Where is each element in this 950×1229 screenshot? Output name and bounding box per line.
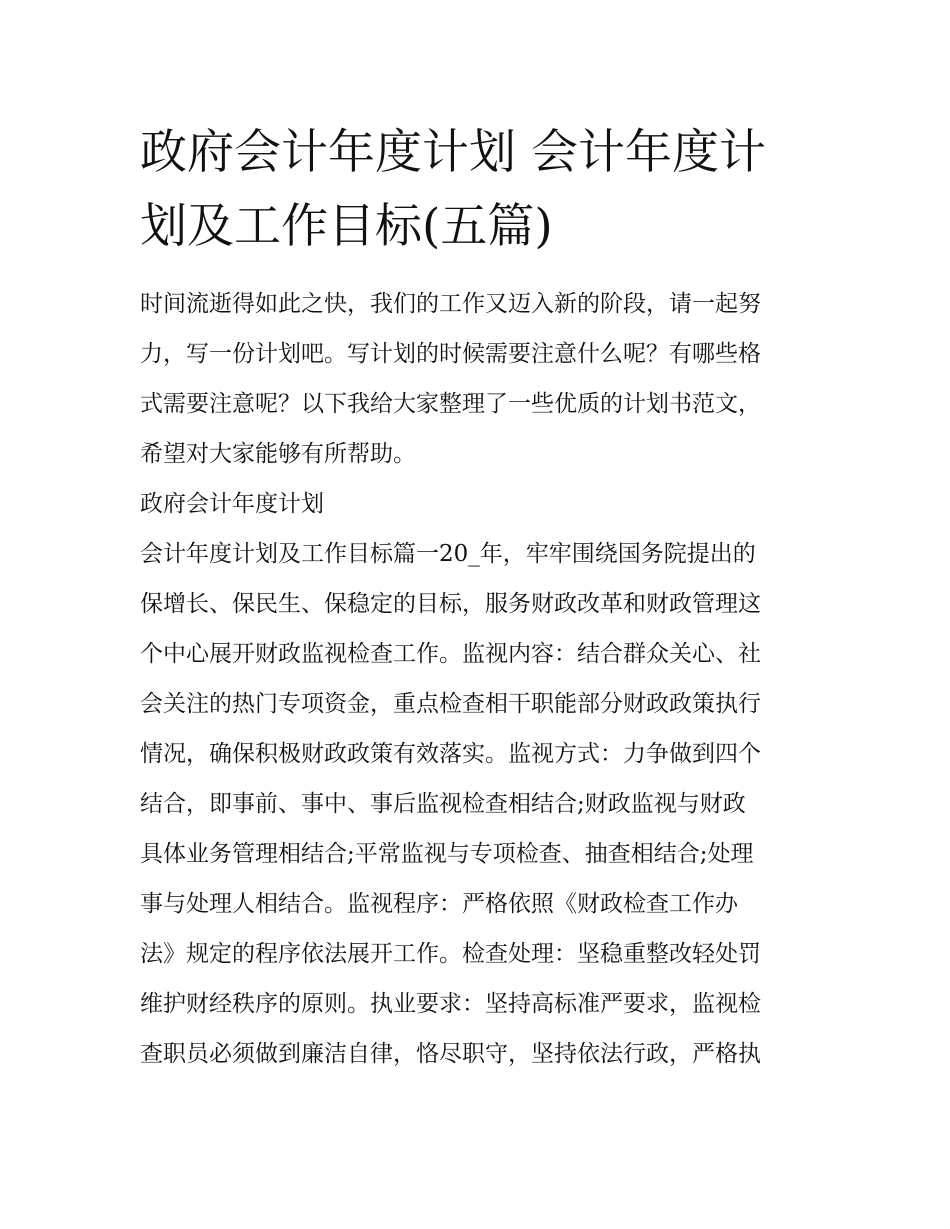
paragraph-line: 式需要注意呢？以下我给大家整理了一些优质的计划书范文， — [140, 391, 761, 417]
title-line-1: 政府会计年度计划 会计年度计 — [140, 125, 766, 180]
intro-paragraph — [140, 279, 820, 479]
paragraph-line: 会计年度计划及工作目标篇一20_年，牢牢围绕国务院提出的 — [140, 541, 756, 567]
paragraph-line: 时间流逝得如此之快，我们的工作又迈入新的阶段，请一起努 — [140, 291, 761, 317]
paragraph-line: 具体业务管理相结合;平常监视与专项检查、抽查相结合;处理 — [140, 841, 754, 867]
paragraph-line: 会关注的热门专项资金，重点检查相干职能部分财政政策执行 — [140, 691, 761, 717]
paragraph-line: 力，写一份计划吧。写计划的时候需要注意什么呢？有哪些格 — [140, 341, 761, 367]
paragraph-line: 结合，即事前、事中、事后监视检查相结合;财政监视与财政 — [140, 791, 746, 817]
paragraph-line: 保增长、保民生、保稳定的目标，服务财政改革和财政管理这 — [140, 591, 761, 617]
content-paragraph — [140, 529, 820, 1079]
document-title — [140, 116, 820, 264]
paragraph-line: 维护财经秩序的原则。执业要求：坚持高标准严要求，监视检 — [140, 991, 761, 1017]
paragraph-line: 个中心展开财政监视检查工作。监视内容：结合群众关心、社 — [140, 641, 761, 667]
paragraph-line: 情况，确保积极财政政策有效落实。监视方式：力争做到四个 — [140, 741, 761, 767]
paragraph-line: 法》规定的程序依法展开工作。检查处理：坚稳重整改轻处罚 — [140, 941, 761, 967]
title-line-2: 划及工作目标(五篇) — [140, 199, 553, 254]
section-heading: 政府会计年度计划 — [140, 491, 324, 517]
paragraph-line: 事与处理人相结合。监视程序：严格依照《财政检查工作办 — [140, 891, 738, 917]
paragraph-line: 希望对大家能够有所帮助。 — [140, 441, 416, 467]
paragraph-line: 查职员必须做到廉洁自律，恪尽职守，坚持依法行政，严格执 — [140, 1041, 761, 1067]
document-body — [140, 279, 820, 1079]
